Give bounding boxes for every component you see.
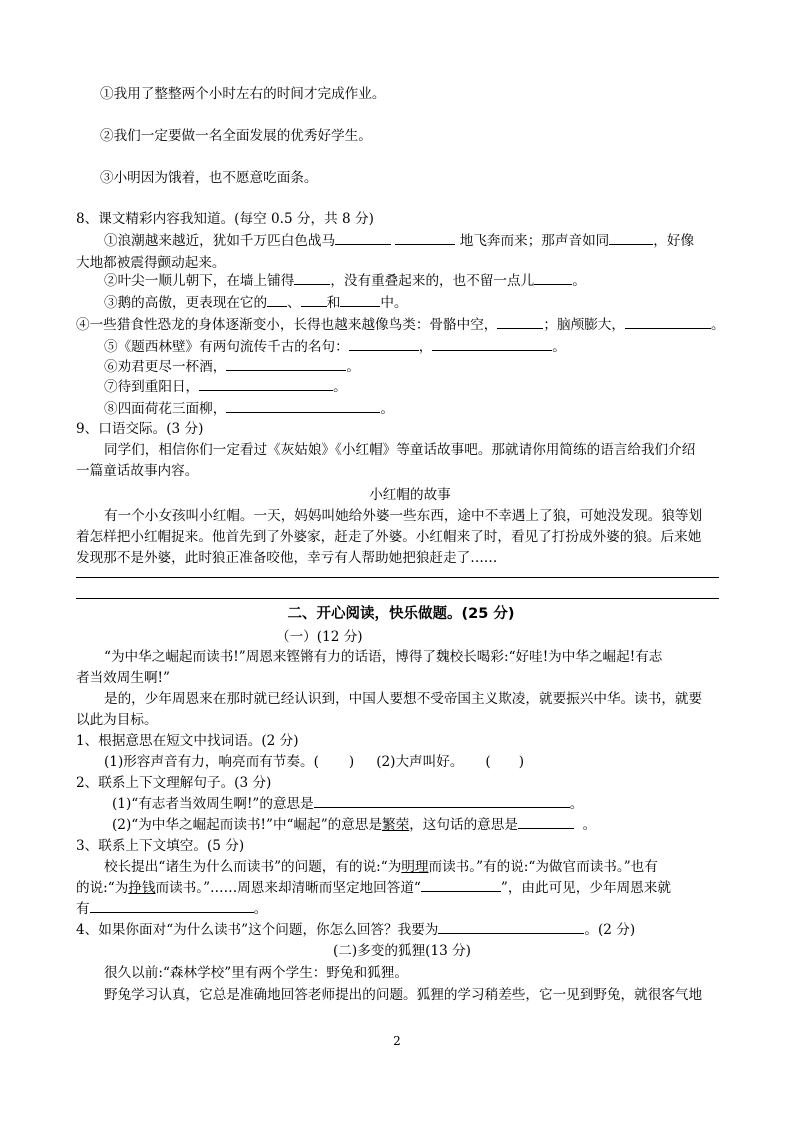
section-2-title: 二、开心阅读，快乐做题。(25 分)	[287, 606, 515, 622]
blank[interactable]	[438, 919, 584, 934]
page-number: 2	[393, 1034, 401, 1048]
q8-item-6: ⑥劝君更尽一杯酒， 。	[104, 356, 794, 378]
part-1-title: （一）(12 分)	[276, 629, 363, 645]
q8-item-1: ①浪潮越来越近，犹如千万匹白色战马 地飞奔而来；那声音如同 ，好像	[104, 230, 794, 252]
answer-line[interactable]	[76, 598, 719, 599]
blank[interactable]	[625, 314, 711, 329]
reading-1-line-1: “为中华之崛起而读书!”周恩来铿锵有力的话语，博得了魏校长喝彩:“好哇!为中华之崛起!有志	[104, 649, 663, 665]
reading-1-line-3: 是的，少年周恩来在那时就已经认识到，中国人要想不受帝国主义欺凌，就要振兴中华。读书，就要	[104, 691, 703, 707]
blank[interactable]	[518, 814, 574, 829]
blank[interactable]	[349, 336, 419, 351]
blank[interactable]	[226, 398, 380, 413]
q8-item-2: ②叶尖一顺儿朝下，在墙上铺得 ，没有重叠起来的，也不留一点儿 。	[104, 270, 794, 292]
r-q1-title: 1、根据意思在短文中找词语。(2 分)	[76, 733, 299, 749]
q8-item-4: ④一些猎食性恐龙的身体逐渐变小，长得也越来越像鸟类：骨骼中空， ；脑颅膨大， 。	[76, 314, 794, 336]
blank[interactable]	[609, 230, 653, 245]
story-title: 小红帽的故事	[369, 487, 451, 503]
blank[interactable]	[301, 292, 327, 307]
q9-prompt-2: 一篇童话故事内容。	[76, 463, 199, 479]
r-q2-item-2: (2)“为中华之崛起而读书!”中“崛起”的意思是繁荣，这句话的意思是 。	[112, 814, 794, 836]
r-q2-item-1: (1)“有志者当效周生啊!”的意思是 。	[112, 793, 794, 815]
blank[interactable]	[199, 376, 333, 391]
story-line-2: 着怎样把小红帽捉来。他首先到了外婆家，赶走了外婆。小红帽来了时，看见了打扮成外婆的狼。后来她	[76, 529, 702, 545]
reading-2-line-2: 野兔学习认真，它总是准确地回答老师提出的问题。狐狸的学习稍差些，它一见到野兔，就很客气地	[104, 987, 703, 1003]
r-q2-title: 2、联系上下文理解句子。(3 分)	[76, 775, 272, 791]
r-q3-line-2: 的说:“为挣钱而读书。”……周恩来却清晰而坚定地回答道“ ”，由此可见，少年周恩来就	[76, 877, 794, 899]
q8-item-5: ⑤《题西林壁》有两句流传千古的名句： ， 。	[104, 336, 794, 358]
blank[interactable]	[294, 270, 330, 285]
q8-item-8: ⑧四面荷花三面柳， 。	[104, 398, 794, 420]
r-q3-line-3: 有 。	[76, 898, 794, 920]
r-q4: 4、如果你面对“为什么读书”这个问题，你怎么回答？我要为 。(2 分)	[76, 919, 794, 941]
blank[interactable]	[340, 292, 380, 307]
q8-item-7: ⑦待到重阳日， 。	[104, 376, 794, 398]
sentence-2: ②我们一定要做一名全面发展的优秀好学生。	[100, 128, 372, 144]
sentence-3: ③小明因为饿着，也不愿意吃面条。	[100, 170, 318, 186]
blank[interactable]	[432, 336, 552, 351]
blank[interactable]	[395, 230, 455, 245]
blank[interactable]	[534, 270, 572, 285]
reading-1-line-2: 者当效周生啊!”	[76, 670, 170, 686]
blank[interactable]	[335, 230, 391, 245]
q8-title: 8、课文精彩内容我知道。(每空 0.5 分，共 8 分)	[76, 211, 374, 227]
blank[interactable]	[421, 877, 501, 892]
blank[interactable]	[267, 292, 287, 307]
q8-item-3: ③鹅的高傲，更表现在它的 、 和 中。	[104, 292, 794, 314]
blank[interactable]	[90, 898, 254, 913]
q8-item-1-cont: 大地都被震得颤动起来。	[76, 255, 226, 271]
r-q3-line-1: 校长提出“诸生为什么而读书”的问题，有的说:“为明理而读书。”有的说:“为做官而读书。”也有	[104, 859, 658, 875]
reading-1-line-4: 以此为目标。	[76, 712, 158, 728]
story-line-3: 发现那不是外婆，此时狼正准备咬他，幸亏有人帮助她把狼赶走了……	[76, 550, 498, 566]
sentence-1: ①我用了整整两个小时左右的时间才完成作业。	[100, 86, 386, 102]
blank[interactable]	[314, 793, 570, 808]
blank[interactable]	[226, 356, 346, 371]
blank[interactable]	[497, 314, 543, 329]
reading-2-line-1: 很久以前:“森林学校”里有两个学生：野兔和狐狸。	[104, 965, 408, 981]
q9-prompt-1: 同学们，相信你们一定看过《灰姑娘》《小红帽》等童话故事吧。那就请你用简练的语言给我们介绍	[104, 442, 696, 458]
r-q3-title: 3、联系上下文填空。(5 分)	[76, 838, 245, 854]
q9-title: 9、口语交际。(3 分)	[76, 421, 204, 437]
r-q1-items: (1)形容声音有力，响亮而有节奏。( ) (2)大声叫好。 ( )	[104, 754, 525, 770]
story-line-1: 有一个小女孩叫小红帽。一天，妈妈叫她给外婆一些东西，途中不幸遇上了狼，可她没发现。狼等划	[104, 508, 703, 524]
part-2-title: (二)多变的狐狸(13 分)	[333, 943, 471, 959]
answer-line[interactable]	[76, 577, 719, 578]
